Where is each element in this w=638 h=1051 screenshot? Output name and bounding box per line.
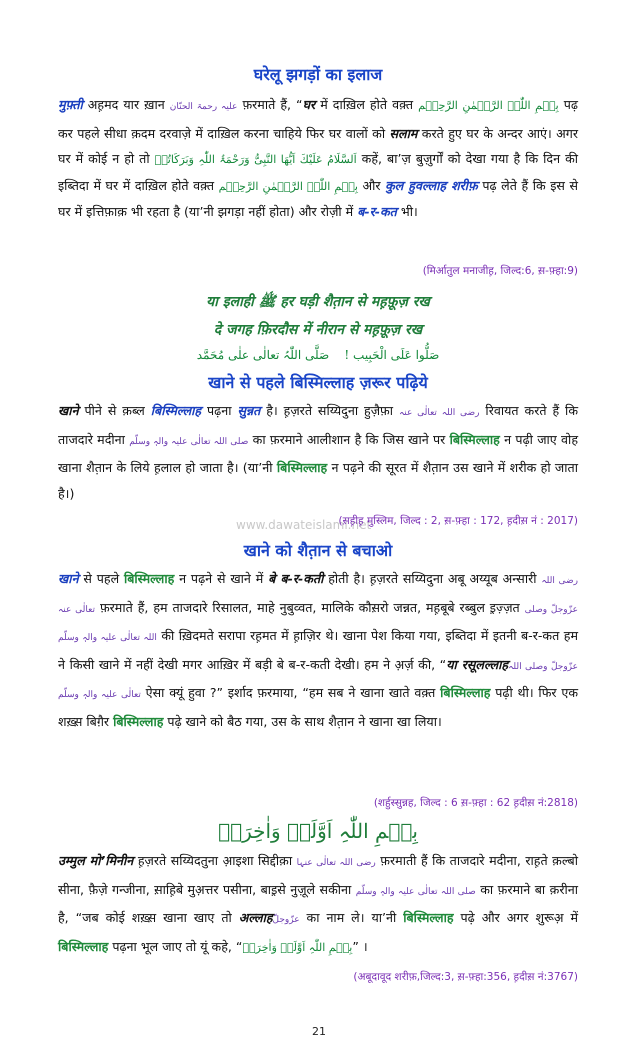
text-run: पढ़ी थी। फिर एक शख़्स़ बिग़ैर	[58, 685, 578, 729]
term-barkat: ब-र-कत	[357, 204, 397, 220]
term-ummul-momineen: उम्मुल मो’मिनीन	[58, 853, 134, 868]
watermark: www.dawateislami.net	[236, 518, 372, 532]
text-run: ऐसा क्यूं हुवा ?” इर्शाद फ़रमाया, “हम सब ने खाना खाते वक़्त	[140, 685, 441, 701]
text-run: में दाख़िल होते वक़्त	[315, 97, 419, 112]
reference-abudawood: (अबूदावूद शरीफ़,जिल्द:3, स़-फ़्हा:356, ह़दीस़ नं:3767)	[353, 971, 578, 983]
text-run: न पढ़ी जाए वोह खाना शैत़ान के लिये ह़लाल हो जाता है। (या’नी	[58, 431, 579, 476]
dua-radiyallah: رضی اللہ تعالٰی عنہ	[58, 576, 579, 615]
paragraph-forgot-bismillah	[58, 848, 578, 960]
text-run: होती है। ह़ज़रते सय्यिदुना अबू अय्यूब अन्सारी	[323, 571, 542, 586]
text-run: पढ़े खाने को बैठ गया, उस के साथ शैत़ान ने खाना खा लिया।	[163, 713, 442, 729]
text-run: का नाम ले। या’नी	[299, 910, 404, 926]
term-sunnat: सुन्नत	[237, 403, 261, 418]
text-run: की ख़िदमते सरापा रह़मत में ह़ाज़िर थे। खाना पेश किया गया, इब्तिदा में इतनी ब-र-कत हम ने किसी खाने में नहीं देखी मगर आख़िर में बड़ी बे ब-र-कती देखी। हम ने अ़र्ज़ की, “	[58, 628, 578, 672]
text-run: न पढ़ने की सूरत में शैत़ान उस खाने में शरीक हो जाता है।)	[58, 460, 578, 501]
text-run: करते हुए घर के अन्दर आएं। अगर घर में कोई न हो तो	[58, 125, 578, 167]
text-run: पढ़ना भूल जाए तो यूं कहे, “	[108, 938, 243, 954]
couplet-line-2: दे जगह फ़िरदौस में नीरान से मह़फ़ूज़ रख	[213, 322, 423, 338]
arabic-bismillah: بِسۡمِ اللّٰہِ الرَّحۡمٰنِ الرَّحِیۡم	[218, 179, 358, 193]
term-bismillah: बिस्मिल्लाह	[449, 431, 500, 447]
arabic-salam: اَلسَّلَامُ عَلَیْكَ اَیُّھَا النَّبِیُّ وَرَحْمَۃُ اللّٰہِ وَبَرَكَاتُہٗ	[154, 153, 357, 167]
term-ghar: घर	[302, 97, 316, 112]
durood-sallallah: صَلَّی اللّٰہُ تعالٰی علٰی مُحَمَّد	[196, 348, 330, 362]
dua-alaihi-rahma: علیہ رحمۃ الحنّان	[169, 102, 238, 112]
text-run: ” ।	[352, 938, 368, 954]
term-salam: सलाम	[389, 125, 418, 141]
text-run: पीने से क़ब्ल	[78, 403, 151, 418]
reference-mirat: (मिर्आतुल मनाजीह़, जिल्द:6, स़-फ़्हा:9)	[422, 265, 578, 277]
text-run: अह़मद यार ख़ान	[82, 97, 170, 112]
arabic-title-bismillah-awwalahu: بِسۡمِ اللّٰہِ اَوَّلَہٗ وَاٰخِرَہٗ	[218, 819, 418, 843]
section-title-household-quarrels: घरेलू झगड़ों का इलाज	[253, 65, 383, 84]
term-be-barkati: बे ब-र-कती	[268, 571, 324, 586]
dua-azza-sallallahu: عزّوجلّ وصلی اللہ تعالٰی علیہ والہٖ وسلّم	[58, 661, 579, 701]
text-run: पढ़ लेते हैं कि इस से घर में इत्तिफ़ाक़ भी रहता है (या’नी झगड़ा नहीं होता) और रोज़ी में	[58, 177, 578, 220]
text-run: फ़रमाती हैं कि ताजदारे मदीना, राह़ते क़ल्बो सीना, फ़ैज़े गन्जीना, स़ाह़िबे मुअ़त्तर पसीना, बाइ़से नुज़ूले सकीना	[58, 853, 578, 897]
term-khane: खाने	[58, 571, 79, 586]
reference-sharhussunnah: (शर्हुस्सुन्नह, जिल्द : 6 स़-फ़्हा : 62 ह़दीस़ नं:2818)	[373, 797, 578, 809]
arabic-bismillah-awwalahu: بِسۡمِ اللّٰہِ اَوَّلَہٗ وَاٰخِرَہٗ	[242, 940, 353, 954]
durood-salu: صَلُّوا عَلَی الْحَبِیب !	[344, 348, 440, 362]
term-ya-rasoolallah: या रसूलल्लाह	[446, 656, 509, 672]
section-title-protect-food: खाने को शैत़ान से बचाओ	[243, 541, 393, 560]
dua-radiyallah: رضی اللہ تعالٰی عنہ	[398, 408, 480, 418]
dua-azza: عزّوجلّ	[272, 915, 300, 926]
paragraph-bismillah-sunnat	[58, 398, 578, 506]
text-run: है। ह़ज़रते सय्यिदुना हुज़ैफ़ा	[260, 403, 399, 418]
term-bismillah: बिस्मिल्लाह	[403, 910, 454, 926]
text-run: ह़ज़रते सय्यिदतुना आ़इशा सिद्दीक़ा	[133, 853, 297, 868]
text-run: और	[357, 177, 386, 193]
text-run: न पढ़ने से खाने में	[174, 571, 269, 586]
dua-radiyallah-anha: رضی اللہ تعالٰی عنہا	[296, 858, 376, 868]
term-allah: अल्लाह	[238, 910, 273, 926]
arabic-bismillah: بِسۡمِ اللّٰہِ الرَّحۡمٰنِ الرَّحِیۡم	[418, 99, 559, 112]
section-title-bismillah-before-eating: खाने से पहले बिस्मिल्लाह ज़रूर पढ़िये	[208, 373, 428, 392]
text-run: पढ़े और अगर शुरूअ़ में	[453, 910, 578, 926]
dua-azza-sallallahu: عزّوجلّ وصلی اللہ تعالٰی علیہ والہٖ وسلّم	[58, 604, 578, 644]
dua-sallallahu: صلی اللہ تعالٰی علیہ والہٖ وسلّم	[355, 886, 476, 897]
text-run: रिवायत करते हैं कि ताजदारे मदीना	[58, 403, 578, 447]
text-run: फ़रमाते हैं, “	[237, 97, 303, 112]
text-run: पढ़ना	[201, 403, 238, 418]
term-bismillah: बिस्मिल्लाह	[113, 713, 164, 729]
term-kulhu: कुल हुवल्लाह शरीफ़	[385, 177, 478, 193]
term-bismillah: बिस्मिल्लाह	[123, 571, 175, 586]
term-bismillah: बिस्मिल्लाह	[276, 460, 328, 476]
text-run: पढ़ कर पहले सीधा क़दम दरवाज़े में दाख़िल करना चाहिये फिर घर वालों को	[58, 97, 579, 141]
term-bismillah: बिस्मिल्लाह	[58, 938, 109, 954]
term-bismillah: बिस्मिल्लाह	[440, 685, 491, 701]
durood-line	[58, 344, 578, 366]
paragraph-protect-food	[58, 566, 578, 735]
page-number: 21	[312, 1025, 326, 1038]
term-bismillah: बिस्मिल्लाह	[150, 403, 202, 418]
reference-muslim: (स़ह़ीह़ मुस्लिम, जिल्द : 2, स़-फ़्हा : 172, ह़दीस़ नं : 2017)	[338, 515, 578, 527]
text-run: कहें, बा’ज़ बुज़ुर्गों को देखा गया है कि दिन की इब्तिदा में घर में दाख़िल होते वक़्त	[58, 151, 579, 193]
paragraph-household-remedy	[58, 92, 578, 225]
text-run: भी।	[396, 204, 418, 220]
text-run: से पहले	[78, 571, 124, 586]
term-khane: खाने	[58, 403, 79, 418]
text-run: का फ़रमाने आलीशान है कि जिस खाने पर	[248, 431, 450, 447]
couplet-line-1: या इलाही ﷺ हर घड़ी शैत़ान से मह़फ़ूज़ रख	[206, 294, 430, 310]
text-run: फ़रमाते हैं, हम ताजदारे रिसालत, माहे नुबुव्वत, मालिके कौस़रो जन्नत, मह़बूबे रब्बुल इ़ज़्ज़त	[95, 599, 525, 615]
text-run: का फ़रमाने बा क़रीना है, “जब कोई शख़्स़ खाना खाए तो	[58, 881, 578, 926]
term-mufti: मुफ़्ती	[58, 97, 83, 112]
dua-sallallahu: صلی اللہ تعالٰی علیہ والہٖ وسلّم	[129, 436, 249, 447]
